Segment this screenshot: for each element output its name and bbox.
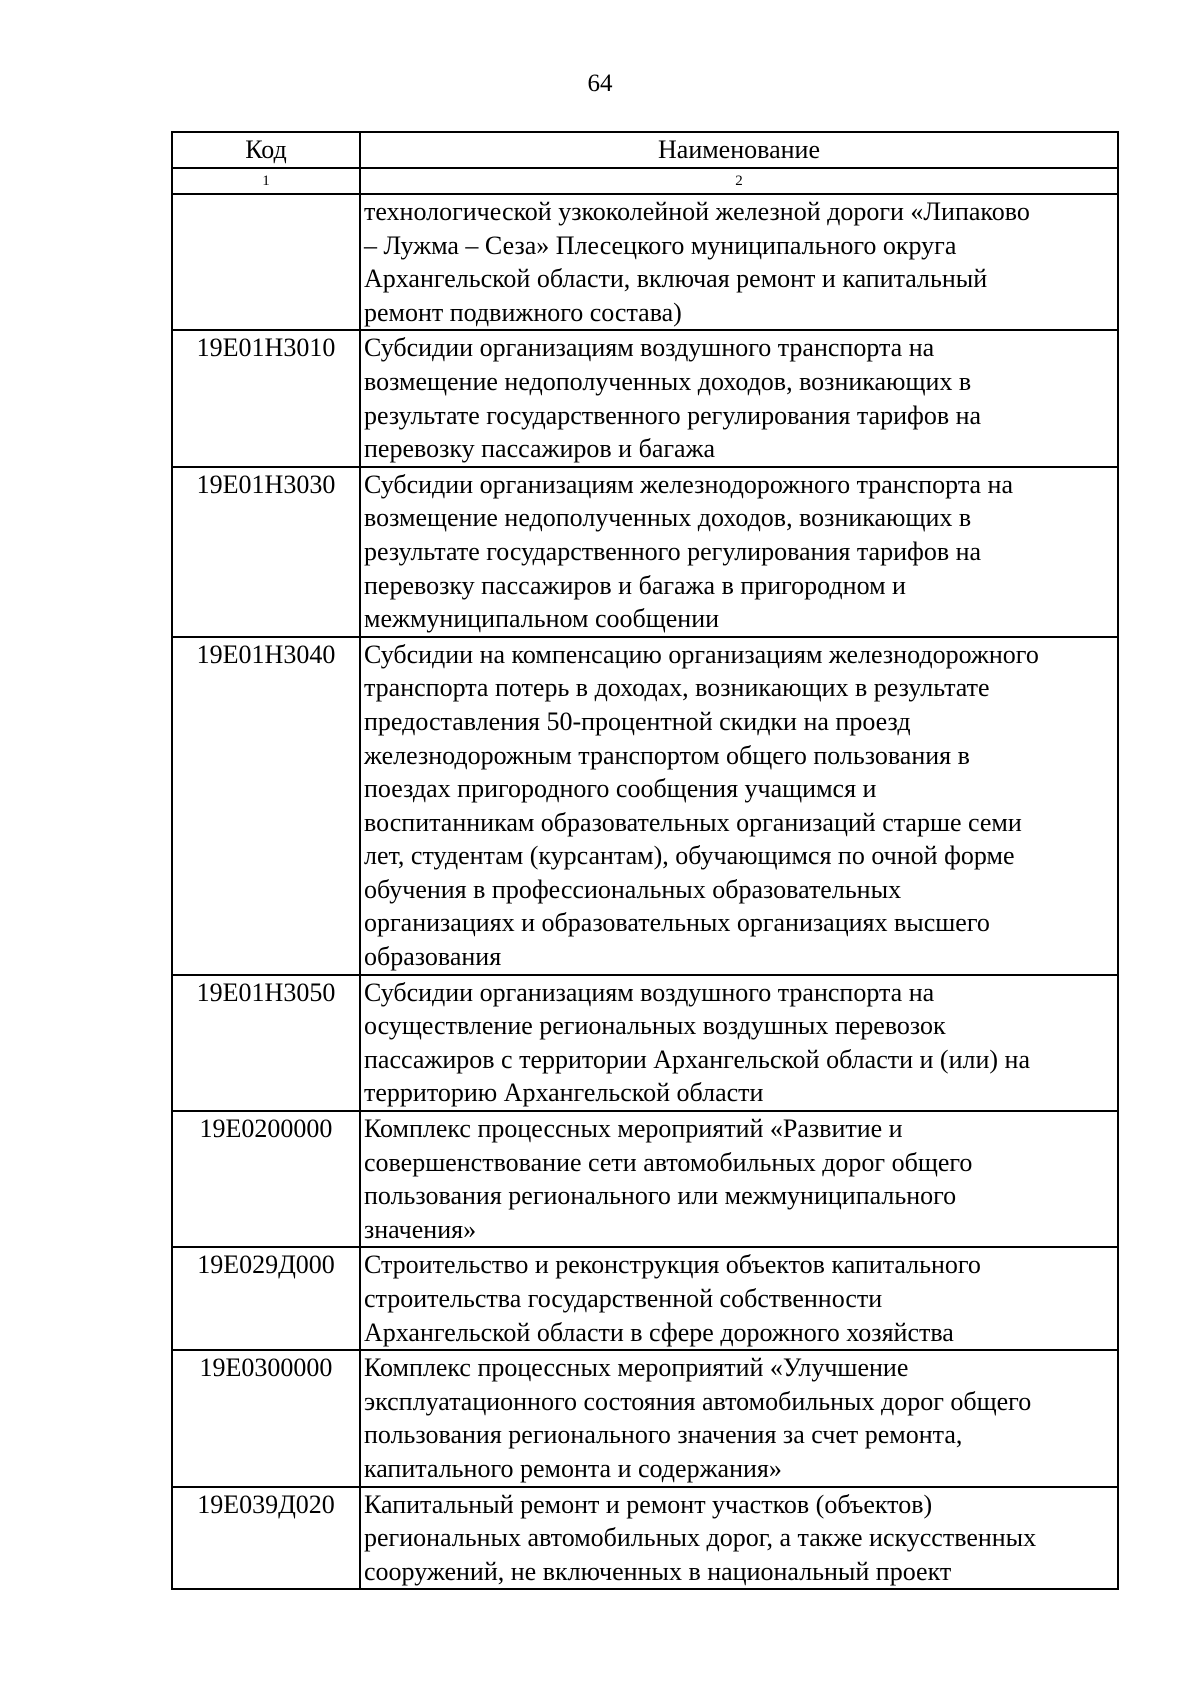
table-row: [172, 194, 1118, 330]
header-name: Наименование: [360, 132, 1118, 168]
row-name-line: пользования регионального значения за счет ремонта,: [364, 1420, 963, 1450]
row-name-line: сооружений, не включенных в национальный проект: [364, 1556, 952, 1586]
row-code: 19Е01Н3010: [172, 330, 360, 466]
row-name: [360, 467, 1118, 637]
row-name-line: Субсидии организациям воздушного транспорта на: [364, 977, 935, 1007]
row-name-line: поездах пригородного сообщения учащимся и: [364, 774, 877, 804]
table-row: [172, 330, 1118, 466]
column-number-code: 1: [172, 168, 360, 194]
row-name: [360, 975, 1118, 1111]
row-name-line: возмещение недополученных доходов, возникающих в: [364, 503, 972, 533]
table-row: [172, 1350, 1118, 1486]
row-code: 19Е029Д000: [172, 1247, 360, 1350]
row-name-line: Субсидии организациям железнодорожного транспорта на: [364, 469, 1013, 499]
row-name-line: Субсидии организациям воздушного транспорта на: [364, 333, 935, 363]
row-name-line: образования: [364, 942, 502, 972]
table-row: [172, 637, 1118, 975]
row-name-line: технологической узкоколейной железной дороги «Липаково: [364, 197, 1030, 226]
row-name-line: совершенствование сети автомобильных дорог общего: [364, 1147, 973, 1177]
row-name-line: пассажиров с территории Архангельской области и (или) на: [364, 1044, 1030, 1074]
row-name-line: Капитальный ремонт и ремонт участков (объектов): [364, 1489, 933, 1519]
header-code: Код: [172, 132, 360, 168]
row-name-line: межмуниципальном сообщении: [364, 604, 720, 634]
row-name-line: Строительство и реконструкция объектов капитального: [364, 1250, 981, 1280]
row-name-line: ремонт подвижного состава): [364, 297, 682, 327]
row-code: 19Е01Н3030: [172, 467, 360, 637]
row-name-line: Комплекс процессных мероприятий «Развитие и: [364, 1114, 903, 1144]
row-code: 19Е039Д020: [172, 1487, 360, 1590]
row-name-line: перевозку пассажиров и багажа: [364, 434, 716, 464]
row-name-line: результате государственного регулирования тарифов на: [364, 536, 982, 566]
table-header-row: [172, 132, 1118, 168]
table-body: [172, 194, 1118, 1589]
table-row: [172, 1247, 1118, 1350]
row-name-line: пользования регионального или межмуниципального: [364, 1181, 957, 1211]
row-name-line: транспорта потерь в доходах, возникающих в результате: [364, 673, 990, 703]
row-name: [360, 1247, 1118, 1350]
row-code: 19Е01Н3050: [172, 975, 360, 1111]
row-code: [172, 194, 360, 330]
row-name-line: возмещение недополученных доходов, возникающих в: [364, 366, 972, 396]
row-name-line: эксплуатационного состояния автомобильных дорог общего: [364, 1386, 1032, 1416]
table-row: [172, 1111, 1118, 1247]
table-row: [172, 975, 1118, 1111]
row-name-line: воспитанникам образовательных организаций старше семи: [364, 807, 1022, 837]
row-name-line: обучения в профессиональных образовательных: [364, 874, 902, 904]
row-name-line: железнодорожным транспортом общего пользования в: [364, 740, 970, 770]
row-name: [360, 330, 1118, 466]
row-name-line: Комплекс процессных мероприятий «Улучшение: [364, 1353, 909, 1383]
row-name-line: осуществление региональных воздушных перевозок: [364, 1011, 946, 1041]
budget-classification-table: [171, 131, 1119, 1590]
row-name-line: – Лужма – Сеза» Плесецкого муниципального округа: [364, 230, 957, 260]
row-name-line: перевозку пассажиров и багажа в пригородном и: [364, 570, 906, 600]
row-name-line: капитального ремонта и содержания»: [364, 1453, 782, 1483]
row-code: 19Е01Н3040: [172, 637, 360, 975]
row-name-line: территорию Архангельской области: [364, 1078, 764, 1108]
page-number: 64: [587, 70, 613, 97]
row-name: [360, 1487, 1118, 1590]
row-name: [360, 1111, 1118, 1247]
row-name-line: Архангельской области в сфере дорожного хозяйства: [364, 1317, 954, 1347]
row-name: [360, 1350, 1118, 1486]
row-name-line: строительства государственной собственности: [364, 1284, 883, 1313]
column-number-name: 2: [360, 168, 1118, 194]
row-name-line: значения»: [364, 1214, 477, 1244]
row-name-line: предоставления 50-процентной скидки на проезд: [364, 706, 911, 736]
row-name-line: Субсидии на компенсацию организациям железнодорожного: [364, 639, 1039, 669]
table-row: [172, 1487, 1118, 1590]
row-name-line: лет, студентам (курсантам), обучающимся по очной форме: [364, 841, 1015, 871]
column-number-row: [172, 168, 1118, 194]
row-code: 19Е0200000: [172, 1111, 360, 1247]
table-row: [172, 467, 1118, 637]
row-name-line: результате государственного регулирования тарифов на: [364, 400, 982, 430]
row-name-line: организациях и образовательных организациях высшего: [364, 908, 990, 938]
row-name: [360, 194, 1118, 330]
row-code: 19Е0300000: [172, 1350, 360, 1486]
row-name: [360, 637, 1118, 975]
row-name-line: Архангельской области, включая ремонт и капитальный: [364, 264, 988, 294]
row-name-line: региональных автомобильных дорог, а также искусственных: [364, 1523, 1037, 1553]
